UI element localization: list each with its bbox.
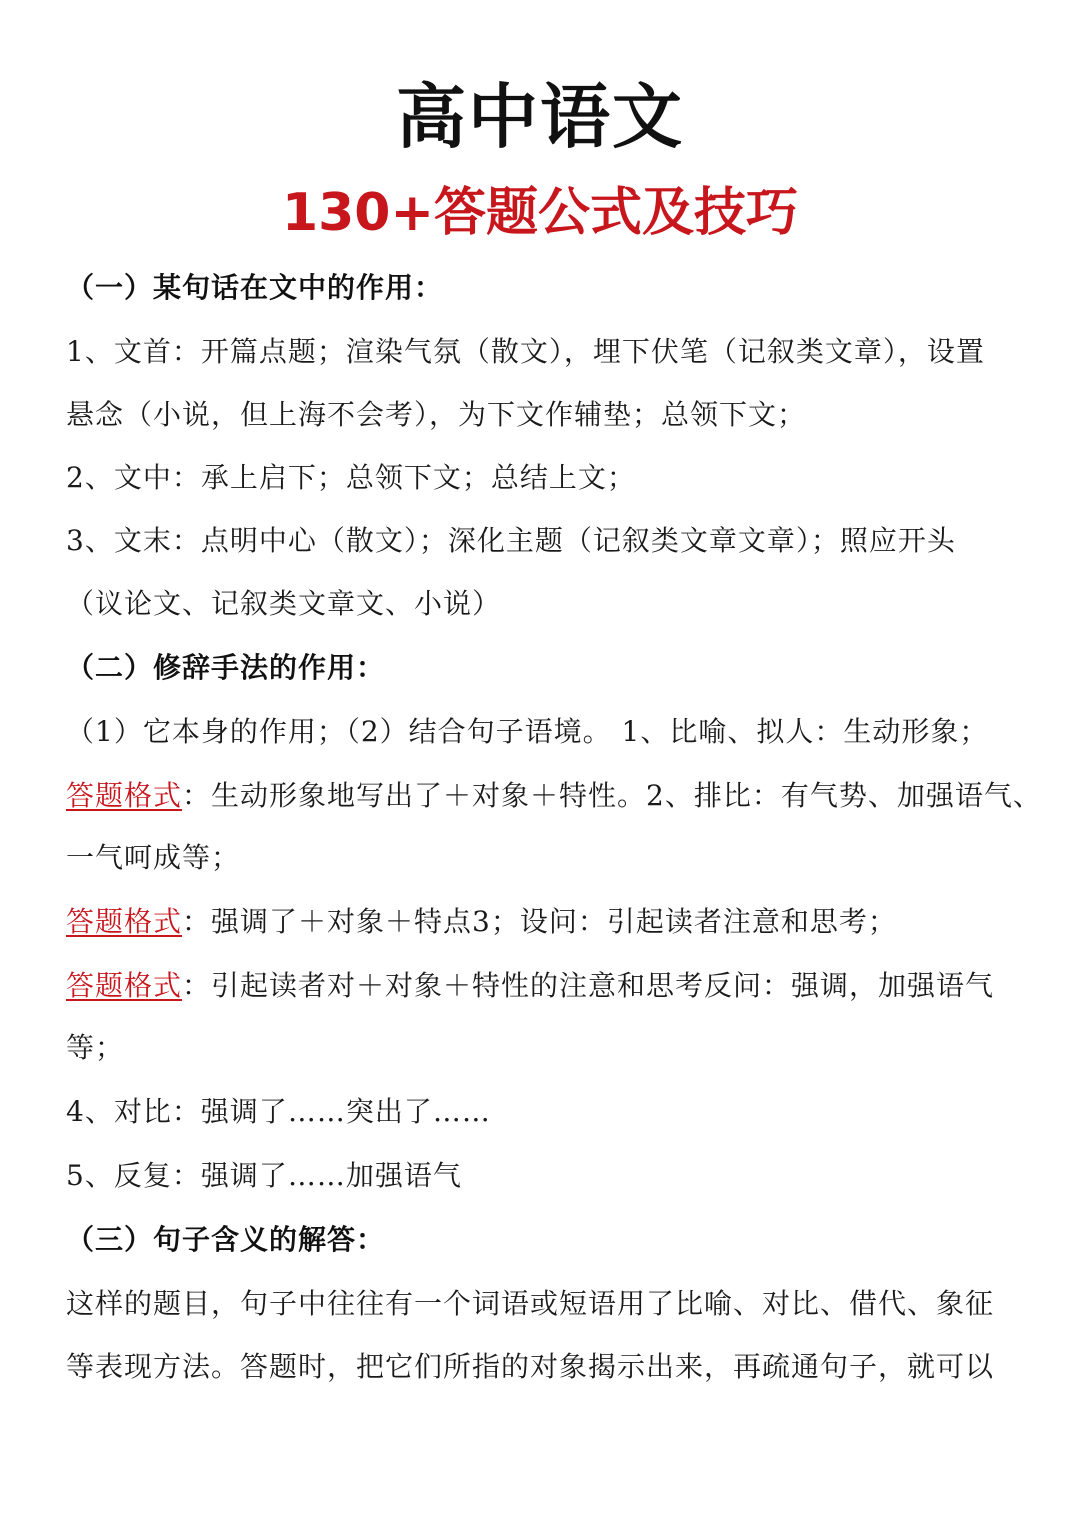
answer-format-text: ：生动形象地写出了＋对象＋特性。2、排比：有气势、加强语气、 <box>182 779 1042 812</box>
answer-format-line <box>66 776 1056 816</box>
body-line: （议论文、记叙类文章文、小说） <box>66 587 502 620</box>
body-line: 3、文末：点明中心（散文）；深化主题（记叙类文章文章）；照应开头 <box>66 524 956 557</box>
body-line: 悬念（小说，但上海不会考），为下文作辅垫；总领下文； <box>66 398 807 431</box>
answer-format-text: ：引起读者对＋对象＋特性的注意和思考反问：强调，加强语气 <box>182 969 995 1002</box>
page-subtitle: 130+答题公式及技巧 <box>281 183 799 243</box>
body-line: 4、对比：强调了……突出了…… <box>66 1095 491 1128</box>
answer-format-label: 答题格式 <box>66 779 183 812</box>
page-title: 高中语文 <box>396 76 684 158</box>
body-line: 等表现方法。答题时，把它们所指的对象揭示出来，再疏通句子，就可以 <box>66 1350 995 1383</box>
body-line: 一气呵成等； <box>66 841 241 874</box>
answer-format-label: 答题格式 <box>66 905 183 938</box>
section-heading-3: （三）句子含义的解答： <box>66 1223 386 1256</box>
answer-format-text: ：强调了＋对象＋特点3；设问：引起读者注意和思考； <box>182 905 897 938</box>
body-line: 这样的题目，句子中往往有一个词语或短语用了比喻、对比、借代、象征 <box>66 1287 995 1320</box>
body-line: （1）它本身的作用；（2）结合句子语境。 1、比喻、拟人：生动形象； <box>66 715 989 748</box>
body-line: 1、文首：开篇点题；渲染气氛（散文），埋下伏笔（记叙类文章），设置 <box>66 335 985 368</box>
section-heading-2: （二）修辞手法的作用： <box>66 651 386 684</box>
body-line: 5、反复：强调了……加强语气 <box>66 1159 462 1192</box>
body-line: 等； <box>66 1031 125 1064</box>
answer-format-line <box>66 966 1056 1006</box>
answer-format-label: 答题格式 <box>66 969 183 1002</box>
section-heading-1: （一）某句话在文中的作用： <box>66 271 444 304</box>
body-line: 2、文中：承上启下；总领下文；总结上文； <box>66 461 636 494</box>
answer-format-line <box>66 902 1056 942</box>
